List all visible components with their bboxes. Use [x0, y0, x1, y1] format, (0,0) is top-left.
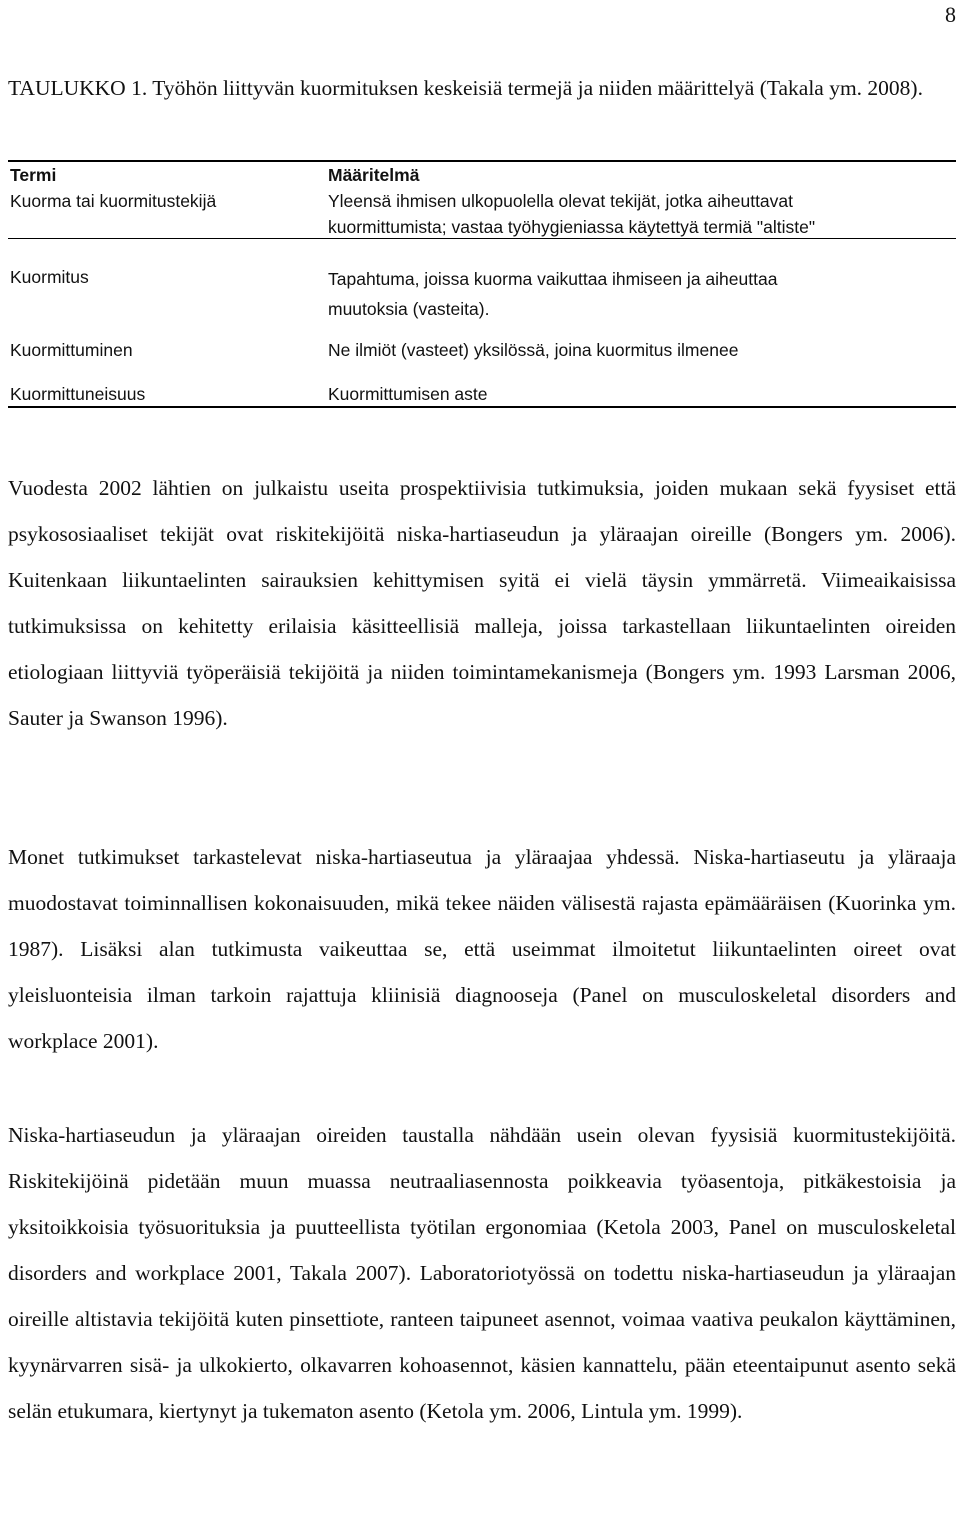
definition-line: Kuormittumisen aste [328, 384, 488, 404]
page-number: 8 [945, 2, 956, 27]
table-caption: TAULUKKO 1. Työhön liittyvän kuormituksen keskeisiä termejä ja niiden määrittelyä (Takala ym. 2008). [8, 76, 923, 100]
definition-line: muutoksia (vasteita). [328, 299, 490, 319]
header-definition: Määritelmä [328, 165, 420, 185]
body-paragraph: Vuodesta 2002 lähtien on julkaistu useita prospektiivisia tutkimuksia, joiden mukaan sekä fyysiset että psykososiaaliset tekijät ovat riskitekijöitä niska-hartiaseudun ja yläraajan oireille (Bongers ym. 2006). Kuitenkaan liikuntaelinten sairauksien kehittymisen syitä ei vielä täysin ymmärretä. Viimeaikaisissa tutkimuksissa on kehitetty erilaisia käsitteellisiä malleja, joissa tarkastellaan liikuntaelinten oireiden etiologiaan liittyviä työperäisiä tekijöitä ja niiden toimintamekanismeja (Bongers ym. 1993 Larsman 2006, Sauter ja Swanson 1996). [8, 476, 956, 730]
term-cell: Kuormittuneisuus [10, 384, 146, 404]
term-cell: Kuorma tai kuormitustekijä [10, 191, 217, 211]
definition-cell [328, 381, 954, 407]
table-header-rule [8, 238, 956, 239]
body-paragraph: Niska-hartiaseudun ja yläraajan oireiden taustalla nähdään usein olevan fyysisiä kuormitustekijöitä. Riskitekijöinä pidetään muun muassa neutraaliasennosta poikkeavia työasentoja, pitkäkestoisia ja yksitoikkoisia työsuorituksia ja puutteellista työtilan ergonomiaa (Ketola 2003, Panel on musculoskeletal disorders and workplace 2001, Takala 2007). Laboratoriotyössä on todettu niska-hartiaseudun ja yläraajan oireille altistavia tekijöitä kuten pinsettiote, ranteen taipuneet asennot, voimaa vaativa peukalon käyttäminen, kyynärvarren sisä- ja ulkokierto, olkavarren kohoasennot, käsien kannattelu, pään eteentaipunut asento sekä selän etukumara, kiertynyt ja tukematon asento (Ketola ym. 2006, Lintula ym. 1999). [8, 1123, 956, 1423]
term-cell: Kuormitus [10, 267, 89, 287]
definition-cell [328, 264, 954, 324]
definition-cell [328, 188, 954, 240]
term-cell: Kuormittuminen [10, 340, 133, 360]
definition-line: Tapahtuma, joissa kuorma vaikuttaa ihmiseen ja aiheuttaa [328, 269, 778, 289]
body-paragraph: Monet tutkimukset tarkastelevat niska-hartiaseutua ja yläraajaa yhdessä. Niska-hartiaseutu ja yläraaja muodostavat toiminnallisen kokonaisuuden, mikä tekee näiden välisestä rajasta epämääräisen (Kuorinka ym. 1987). Lisäksi alan tutkimusta vaikeuttaa se, että useimmat ilmoitetut liikuntaelinten oireet ovat yleisluonteisia ilman tarkoin rajattuja kliinisiä diagnooseja (Panel on musculoskeletal disorders and workplace 2001). [8, 845, 956, 1053]
definition-cell [328, 337, 954, 363]
definition-line: Ne ilmiöt (vasteet) yksilössä, joina kuormitus ilmenee [328, 340, 739, 360]
header-term: Termi [10, 165, 57, 185]
definition-line: Yleensä ihmisen ulkopuolella olevat tekijät, jotka aiheuttavat [328, 191, 794, 211]
definition-line: kuormittumista; vastaa työhygieniassa käytettyä termiä "altiste" [328, 217, 816, 237]
table-bottom-rule [8, 406, 956, 408]
